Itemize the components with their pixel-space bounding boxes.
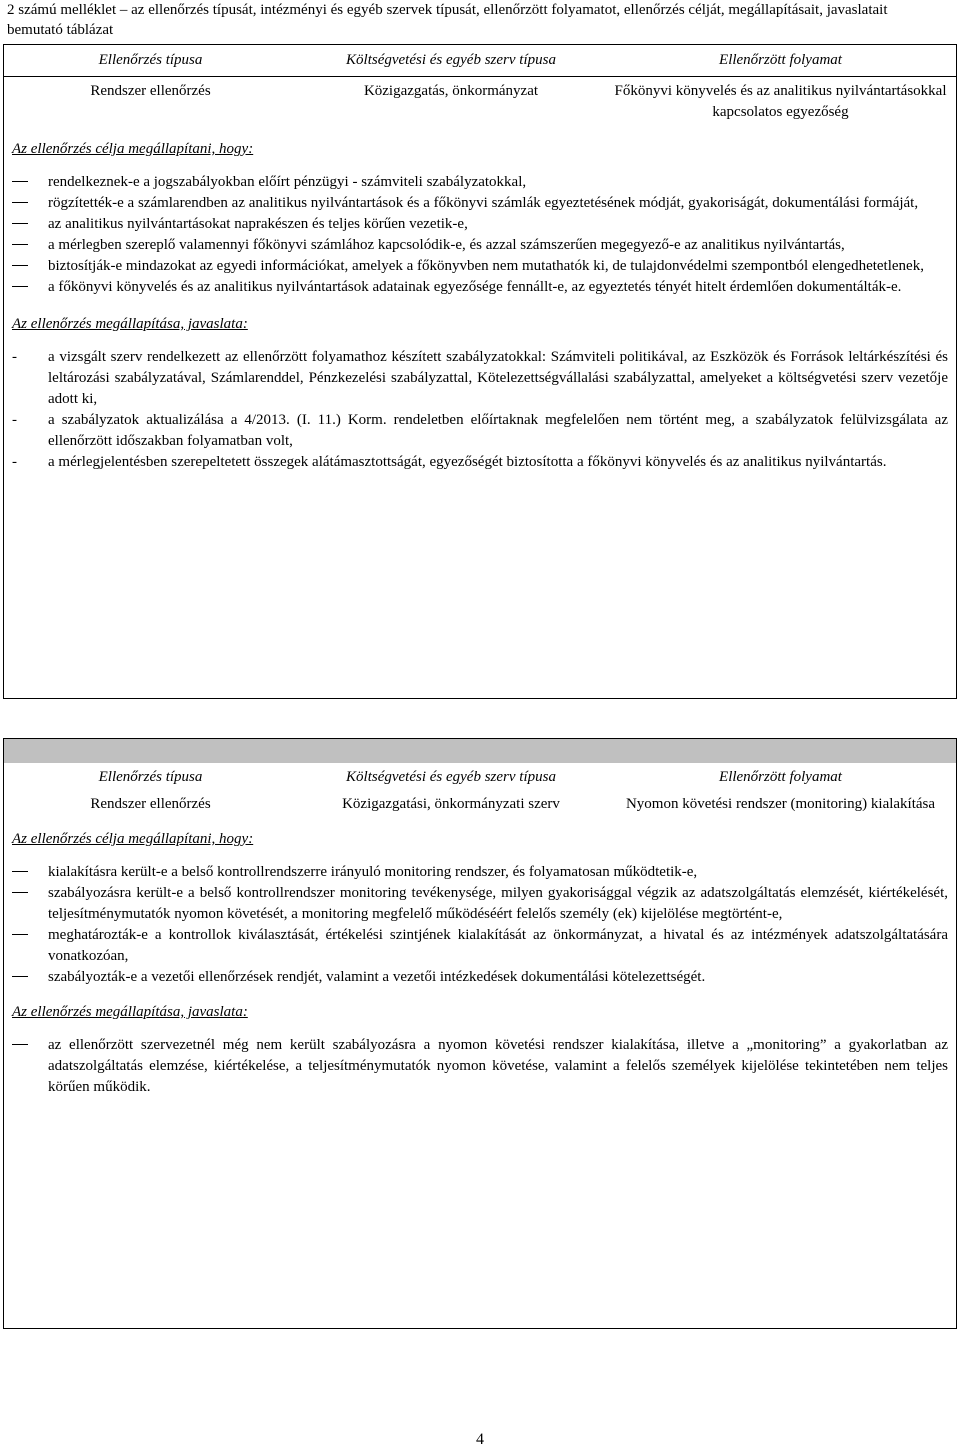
findings-list (4, 1035, 956, 1098)
finding-item: - a mérlegjelentésben szerepeltetett összegek alátámasztottságát, egyezőségét biztosította a főkönyvi könyvelés és az analitikus nyilvántartás. (4, 452, 956, 473)
goal-item: az analitikus nyilvántartásokat naprakészen és teljes körűen vezetik-e, (4, 214, 956, 235)
goal-item: biztosítják-e mindazokat az egyedi információkat, amelyek a főkönyvben nem mutathatók ki, de tulajdonvédelmi szempontból elengedhetetlenek, (4, 256, 956, 277)
dash-icon (12, 193, 42, 214)
dash-icon (12, 1035, 42, 1056)
dash-icon (12, 277, 42, 298)
goal-list (4, 862, 956, 988)
header-audit-type: Ellenőrzés típusa (98, 769, 203, 785)
goal-item: meghatározták-e a kontrollok kiválasztását, értékelési szintjének kialakítását az önkormányzat, a hivatal és az intézmények adatszolgáltatására vonatkozóan, (4, 925, 956, 967)
audit-table-2 (3, 738, 957, 1329)
dash-icon (12, 967, 42, 988)
page-heading: 2 számú melléklet – az ellenőrzés típusát, intézményi és egyéb szervek típusát, ellenőrzött folyamatot, ellenőrzés célját, megállapításait, javaslatait bemutató táblázat (7, 2, 888, 38)
page-number: 4 (476, 1431, 484, 1448)
findings-heading: Az ellenőrzés megállapítása, javaslata: (12, 1004, 248, 1020)
dash-icon (12, 172, 42, 193)
goal-item: kialakításra került-e a belső kontrollrendszerre irányuló monitoring rendszer, és folyamatosan működtetik-e, (4, 862, 956, 883)
finding-item: - a vizsgált szerv rendelkezett az ellenőrzött folyamathoz készített szabályzatokkal: Számviteli politikával, az Eszközök és Források leltárkészítési és leltározási szabályzatával, Számlarenddel, Pénzkezelési szabályzattal, Kötelezettségvállalási szabályzattal, amelyeket a költségvetési szerv vezetője adott ki, (12, 349, 948, 407)
dash-icon (12, 862, 42, 883)
header-audit-type: Ellenőrzés típusa (4, 45, 297, 77)
goal-item: a mérlegben szereplő valamennyi főkönyvi számlához kapcsolódik-e, és azzal számszerűen megegyező-e az analitikus nyilvántartás, (4, 235, 956, 256)
dash-icon (12, 214, 42, 235)
value-audited-process: Nyomon követési rendszer (monitoring) kialakítása (625, 796, 936, 812)
findings-list (4, 347, 956, 473)
goal-list (4, 172, 956, 298)
goal-item: szabályozásra került-e a belső kontrollrendszer monitoring tevékenysége, milyen gyakorisággal végzik az adatszolgáltatás elemzését, kiértékelését, teljesítménymutatók nyomon követését, a monitoring megfelelő működéséért felelős személy (ek) kijelölése megtörtént-e, (4, 883, 956, 925)
findings-heading: Az ellenőrzés megállapítása, javaslata: (12, 316, 248, 332)
dash-icon (12, 883, 42, 904)
value-audit-type: Rendszer ellenőrzés (90, 796, 211, 812)
finding-item: - a szabályzatok aktualizálása a 4/2013. (I. 11.) Korm. rendeletben előírtaknak megfelelően nem történt meg, a szabályzatok felülvizsgálata az ellenőrzött időszakban folyamatban volt, (12, 412, 948, 449)
value-organization-type: Közigazgatási, önkormányzati szerv (342, 796, 560, 812)
grey-header-band (4, 739, 956, 763)
audit-header-table-1 (4, 45, 956, 123)
goal-item: rendelkeznek-e a jogszabályokban előírt pénzügyi - számviteli szabályzatokkal, (4, 172, 956, 193)
goal-heading: Az ellenőrzés célja megállapítani, hogy: (12, 141, 254, 157)
header-audited-process: Ellenőrzött folyamat (605, 45, 956, 77)
goal-item: a főkönyvi könyvelés és az analitikus nyilvántartások adatainak egyezősége fennállt-e, az egyeztetés tényét hitelt érdemlően dokumentálták-e. (4, 277, 956, 298)
dash-icon (12, 235, 42, 256)
audit-header-table-2 (4, 763, 956, 815)
hyphen-marker: - (12, 412, 17, 428)
dash-icon (12, 925, 42, 946)
goal-item: rögzítették-e a számlarendben az analitikus nyilvántartások és a főkönyvi számlák egyeztetésének módját, gyakoriságát, dokumentálási formáját, (4, 193, 956, 214)
goal-heading: Az ellenőrzés célja megállapítani, hogy: (12, 831, 254, 847)
value-audited-process: Főkönyvi könyvelés és az analitikus nyilvántartásokkal kapcsolatos egyezőség (614, 83, 947, 120)
hyphen-marker: - (12, 349, 17, 365)
finding-item: az ellenőrzött szervezetnél még nem került szabályozásra a nyomon követési rendszer kialakítása, illetve a „monitoring” a gyakorlatban az adatszolgáltatás elemzése, kiértékelése, a teljesítménymutatók nyomon követése, valamint a felelős személyek kijelölése tekintetében nem teljes körűen működik. (4, 1035, 956, 1098)
value-audit-type: Rendszer ellenőrzés (90, 83, 211, 99)
goal-item: szabályozták-e a vezetői ellenőrzések rendjét, valamint a vezetői intézkedések dokumentálási kötelezettségét. (4, 967, 956, 988)
value-organization-type: Közigazgatás, önkormányzat (363, 83, 539, 99)
header-organization-type: Költségvetési és egyéb szerv típusa (346, 769, 556, 785)
header-audited-process: Ellenőrzött folyamat (719, 769, 842, 785)
hyphen-marker: - (12, 454, 17, 470)
dash-icon (12, 256, 42, 277)
header-organization-type: Költségvetési és egyéb szerv típusa (297, 45, 605, 77)
audit-table-1 (3, 44, 957, 699)
